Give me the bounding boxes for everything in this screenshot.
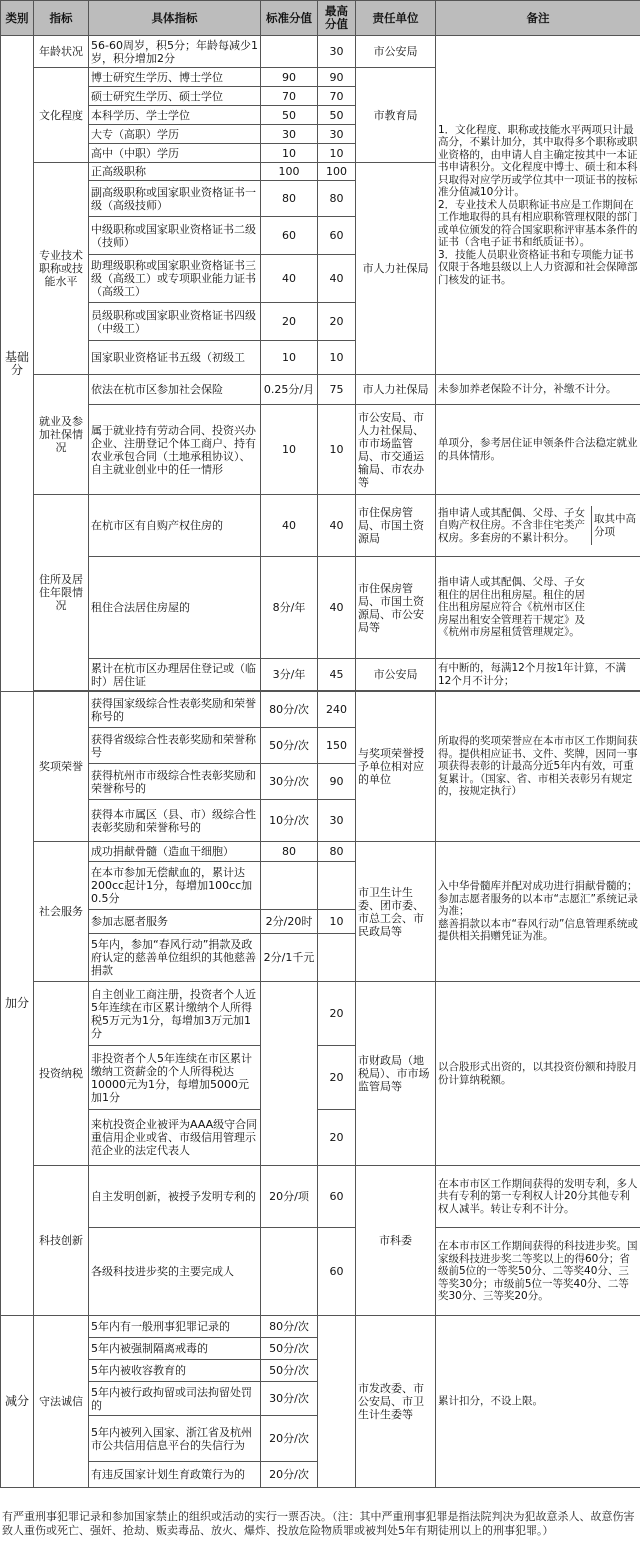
detail-cell: 获得杭州市市级综合性表彰奖励和荣誉称号的 — [89, 764, 261, 800]
table-row — [1, 36, 640, 68]
detail-cell: 非投资者个人5年连续在市区累计缴纳工资薪金的个人所得税达10000元为1分，每增加5000元加1分 — [89, 1046, 261, 1110]
unit-cell: 市住保房管局、市国土资源局、市公安局等 — [356, 557, 436, 659]
std-cell: 10 — [261, 405, 318, 495]
std-cell: 80分/次 — [261, 1316, 318, 1338]
detail-cell: 5年内有一般刑事犯罪记录的 — [89, 1316, 261, 1338]
std-cell: 80 — [261, 842, 318, 862]
max-cell — [318, 934, 356, 982]
detail-cell: 5年内被收容教育的 — [89, 1360, 261, 1382]
table-row — [1, 405, 640, 495]
table-row — [1, 842, 640, 862]
detail-cell: 员级职称或国家职业资格证书四级（中级工） — [89, 303, 261, 341]
indicator-social: 就业及参加社保情况 — [34, 375, 89, 495]
header-note: 备注 — [436, 1, 640, 36]
table-row — [1, 557, 640, 659]
unit-law: 市发改委、市公安局、市卫生计生委等 — [356, 1316, 436, 1488]
header-indicator: 指标 — [34, 1, 89, 36]
max-cell: 10 — [318, 341, 356, 375]
max-cell: 90 — [318, 68, 356, 87]
footer-veto-note: 有严重刑事犯罪记录和参加国家禁止的组织或活动的实行一票否决。（注：其中严重刑事犯罪是指法院判决为犯故意杀人、故意伤害致人重伤或死亡、强奸、抢劫、贩卖毒品、放火、爆炸、投放危险物质罪或被判处5年有期徒刑以上的刑事犯罪。） — [2, 1510, 635, 1537]
detail-cell: 获得本市属区（县、市）级综合性表彰奖励和荣誉称号的 — [89, 800, 261, 842]
max-cell: 80 — [318, 181, 356, 217]
note-invest: 以合股形式出资的，以其投资份额和持股月份计算纳税额。 — [436, 982, 640, 1166]
table-row — [1, 1166, 640, 1228]
max-cell: 40 — [318, 495, 356, 557]
category-bonus: 加分 — [1, 692, 34, 1316]
indicator-housing: 住所及居住年限情况 — [34, 495, 89, 691]
max-cell: 75 — [318, 375, 356, 405]
detail-cell: 高中（中职）学历 — [89, 144, 261, 163]
std-cell-empty — [261, 982, 318, 1166]
max-cell: 240 — [318, 692, 356, 728]
note-law: 累计扣分，不设上限。 — [436, 1316, 640, 1488]
max-cell: 40 — [318, 255, 356, 303]
std-cell: 80分/次 — [261, 692, 318, 728]
indicator-service: 社会服务 — [34, 842, 89, 982]
unit-cell: 市人力社保局 — [356, 375, 436, 405]
detail-cell: 租住合法居住房屋的 — [89, 557, 261, 659]
max-cell-empty — [318, 1316, 356, 1488]
unit-edu: 市教育局 — [356, 68, 436, 163]
detail-cell: 自主创业工商注册，投资者个人近5年连续在市区累计缴纳个人所得税5万元为1分，每增加3万元加1分 — [89, 982, 261, 1046]
std-cell: 90 — [261, 68, 318, 87]
max-cell: 80 — [318, 842, 356, 862]
std-cell: 80 — [261, 181, 318, 217]
note-cell: 指申请人或其配偶、父母、子女自购产权住房。不含非住宅类产权房。多套房的不累计积分。 — [436, 506, 592, 546]
max-cell — [318, 862, 356, 910]
detail-cell: 依法在杭市区参加社会保险 — [89, 375, 261, 405]
header-category: 类别 — [1, 1, 34, 36]
header-unit: 责任单位 — [356, 1, 436, 36]
note-cell: 单项分，参考居住证申领条件合法稳定就业的具体情形。 — [436, 405, 640, 495]
max-cell: 20 — [318, 1110, 356, 1166]
indicator-tech: 科技创新 — [34, 1166, 89, 1316]
max-cell: 60 — [318, 1228, 356, 1316]
std-cell — [261, 36, 318, 68]
indicator-pro: 专业技术职称或技能水平 — [34, 163, 89, 375]
detail-cell: 本科学历、学士学位 — [89, 106, 261, 125]
note-housing-group — [436, 495, 640, 557]
std-cell: 20分/次 — [261, 1416, 318, 1462]
detail-cell: 中级职称或国家职业资格证书二级（技师） — [89, 217, 261, 255]
std-cell: 20 — [261, 303, 318, 341]
detail-cell: 有违反国家计划生育政策行为的 — [89, 1462, 261, 1488]
detail-cell: 5年内被强制隔离戒毒的 — [89, 1338, 261, 1360]
detail-cell: 博士研究生学历、博士学位 — [89, 68, 261, 87]
max-cell: 10 — [318, 910, 356, 934]
detail-cell: 副高级职称或国家职业资格证书一级（高级技师） — [89, 181, 261, 217]
detail-cell: 属于就业持有劳动合同、投资兴办企业、注册登记个体工商户、持有农业承包合同（土地承租协议）、自主就业创业中的任一情形 — [89, 405, 261, 495]
std-cell: 8分/年 — [261, 557, 318, 659]
detail-cell: 大专（高职）学历 — [89, 125, 261, 144]
detail-cell: 各级科技进步奖的主要完成人 — [89, 1228, 261, 1316]
header-max: 最高分值 — [318, 1, 356, 36]
std-cell: 2分/1千元 — [261, 934, 318, 982]
std-cell: 20分/次 — [261, 1462, 318, 1488]
category-basic: 基础分 — [1, 36, 34, 692]
detail-cell: 5年内被行政拘留或司法拘留处罚的 — [89, 1382, 261, 1416]
max-cell: 70 — [318, 87, 356, 106]
unit-awards: 与奖项荣誉授予单位相对应的单位 — [356, 692, 436, 842]
unit-pro: 市人力社保局 — [356, 163, 436, 375]
note-cell: 在本市市区工作期间获得的科技进步奖。国家级科技进步奖二等奖以上的得60分；省级前5位的一等奖50分、二等奖40分、三等奖30分；市级前5位一等奖40分、二等奖30分、三等奖20分。 — [436, 1228, 640, 1316]
std-cell: 60 — [261, 217, 318, 255]
std-cell: 100 — [261, 163, 318, 181]
max-cell: 10 — [318, 405, 356, 495]
detail-cell: 来杭投资企业被评为AAA级守合同重信用企业或省、市级信用管理示范企业的法定代表人 — [89, 1110, 261, 1166]
std-cell — [261, 1228, 318, 1316]
indicator-age: 年龄状况 — [34, 36, 89, 68]
unit-tech: 市科委 — [356, 1166, 436, 1316]
std-cell — [261, 862, 318, 910]
std-cell: 50分/次 — [261, 728, 318, 764]
max-cell: 20 — [318, 982, 356, 1046]
table-row — [1, 1228, 640, 1316]
detail-cell: 获得省级综合性表彰奖励和荣誉称号 — [89, 728, 261, 764]
detail-cell: 获得国家级综合性表彰奖励和荣誉称号的 — [89, 692, 261, 728]
note-service: 入中华骨髓库并配对成功进行捐献骨髓的； 参加志愿者服务的以本市“志愿汇”系统记录为准； 慈善捐款以本市“春风行动”信息管理系统或提供相关捐赠凭证为准。 — [436, 842, 640, 982]
std-cell: 50分/次 — [261, 1360, 318, 1382]
unit-service: 市卫生计生委、团市委、市总工会、市民政局等 — [356, 842, 436, 982]
max-cell: 20 — [318, 303, 356, 341]
max-cell: 60 — [318, 1166, 356, 1228]
std-cell: 2分/20时 — [261, 910, 318, 934]
detail-cell: 硕士研究生学历、硕士学位 — [89, 87, 261, 106]
std-cell: 20分/项 — [261, 1166, 318, 1228]
note-cell: 未参加养老保险不计分，补缴不计分。 — [436, 375, 640, 405]
detail-cell: 参加志愿者服务 — [89, 910, 261, 934]
max-cell: 45 — [318, 659, 356, 691]
std-cell: 50 — [261, 106, 318, 125]
table-row — [1, 692, 640, 728]
table-header-row — [1, 1, 640, 36]
detail-cell: 56-60周岁，积5分；年龄每减少1岁，积分增加2分 — [89, 36, 261, 68]
detail-cell: 累计在杭市区办理居住登记或（临时）居住证 — [89, 659, 261, 691]
detail-cell: 成功捐献骨髓（造血干细胞） — [89, 842, 261, 862]
max-cell: 20 — [318, 1046, 356, 1110]
indicator-edu: 文化程度 — [34, 68, 89, 163]
table-row — [1, 375, 640, 405]
std-cell: 40 — [261, 255, 318, 303]
std-cell: 50分/次 — [261, 1338, 318, 1360]
note-awards: 所取得的奖项荣誉应在本市市区工作期间获得。提供相应证书、文件、奖牌，因同一事项获得表彰的计最高分近5年内有效，可重复累计。（国家、省、市相关表彰另有规定的，按规定执行） — [436, 692, 640, 842]
pick-higher-note: 取其中高分项 — [594, 513, 636, 538]
header-detail: 具体指标 — [89, 1, 261, 36]
note-cell: 指申请人或其配偶、父母、子女租住的居住出租房屋。租住的居住出租房屋应符合《杭州市区住房屋出租安全管理若干规定》及《杭州市房屋租赁管理规定》。 — [436, 557, 640, 659]
indicator-awards: 奖项荣誉 — [34, 692, 89, 842]
unit-cell: 市公安局 — [356, 36, 436, 68]
header-standard: 标准分值 — [261, 1, 318, 36]
table-row — [1, 495, 640, 557]
std-cell: 10分/次 — [261, 800, 318, 842]
indicator-law: 守法诚信 — [34, 1316, 89, 1488]
max-cell: 40 — [318, 557, 356, 659]
unit-cell: 市公安局 — [356, 659, 436, 691]
max-cell: 90 — [318, 764, 356, 800]
indicator-invest: 投资纳税 — [34, 982, 89, 1166]
detail-cell: 正高级职称 — [89, 163, 261, 181]
max-cell: 50 — [318, 106, 356, 125]
std-cell: 3分/年 — [261, 659, 318, 691]
std-cell: 30 — [261, 125, 318, 144]
detail-cell: 助理级职称或国家职业资格证书三级（高级工）或专项职业能力证书（高级工） — [89, 255, 261, 303]
category-deduct: 减分 — [1, 1316, 34, 1488]
max-cell: 60 — [318, 217, 356, 255]
std-cell: 30分/次 — [261, 1382, 318, 1416]
note-cell: 有中断的，每满12个月按1年计算，不满12个月不计分； — [436, 659, 640, 691]
note-edu-pro: 1．文化程度、职称或技能水平两项只计最高分，不累计加分，其中取得多个职称或职业资格的，由申请人自主确定按其中一本证书申请积分。文化程度中博士、硕士和本科只取得对应学历或学位其中一项证书的按标准分值减10分计。 2．专业技术人员职称证书应是工作期间在工作地取得的具有相应职称管理权限的部门或单位颁发的符合国家职称评审基本条件的证书（含电子证书和纸质证书）。 3．技能人员职业资格证书和专项能力证书仅限于各地县级以上人力资源和社会保障部门核发的证书。 — [436, 36, 640, 375]
std-cell: 30分/次 — [261, 764, 318, 800]
std-cell: 10 — [261, 144, 318, 163]
max-cell: 30 — [318, 36, 356, 68]
max-cell: 30 — [318, 800, 356, 842]
unit-cell: 市住保房管局、市国土资源局 — [356, 495, 436, 557]
std-cell: 10 — [261, 341, 318, 375]
max-cell: 10 — [318, 144, 356, 163]
detail-cell: 在杭市区有自购产权住房的 — [89, 495, 261, 557]
detail-cell: 5年内被列入国家、浙江省及杭州市公共信用信息平台的失信行为 — [89, 1416, 261, 1462]
table-row — [1, 1316, 640, 1338]
std-cell: 40 — [261, 495, 318, 557]
table-row — [1, 982, 640, 1046]
detail-cell: 国家职业资格证书五级（初级工 — [89, 341, 261, 375]
unit-cell: 市公安局、市人力社保局、市市场监管局、市交通运输局、市农办等 — [356, 405, 436, 495]
note-cell: 在本市市区工作期间获得的发明专利，多人共有专利的第一专利权人计20分其他专利权人减半。转让专利不计分。 — [436, 1166, 640, 1228]
detail-cell: 自主发明创新，被授予发明专利的 — [89, 1166, 261, 1228]
detail-cell: 5年内，参加“春风行动”捐款及政府认定的慈善单位组织的其他慈善捐款 — [89, 934, 261, 982]
max-cell: 100 — [318, 163, 356, 181]
max-cell: 30 — [318, 125, 356, 144]
detail-cell: 在本市参加无偿献血的，累计达200cc起计1分，每增加100cc加0.5分 — [89, 862, 261, 910]
std-cell: 0.25分/月 — [261, 375, 318, 405]
unit-invest: 市财政局（地税局）、市市场监管局等 — [356, 982, 436, 1166]
table-row — [1, 659, 640, 691]
max-cell: 150 — [318, 728, 356, 764]
std-cell: 70 — [261, 87, 318, 106]
